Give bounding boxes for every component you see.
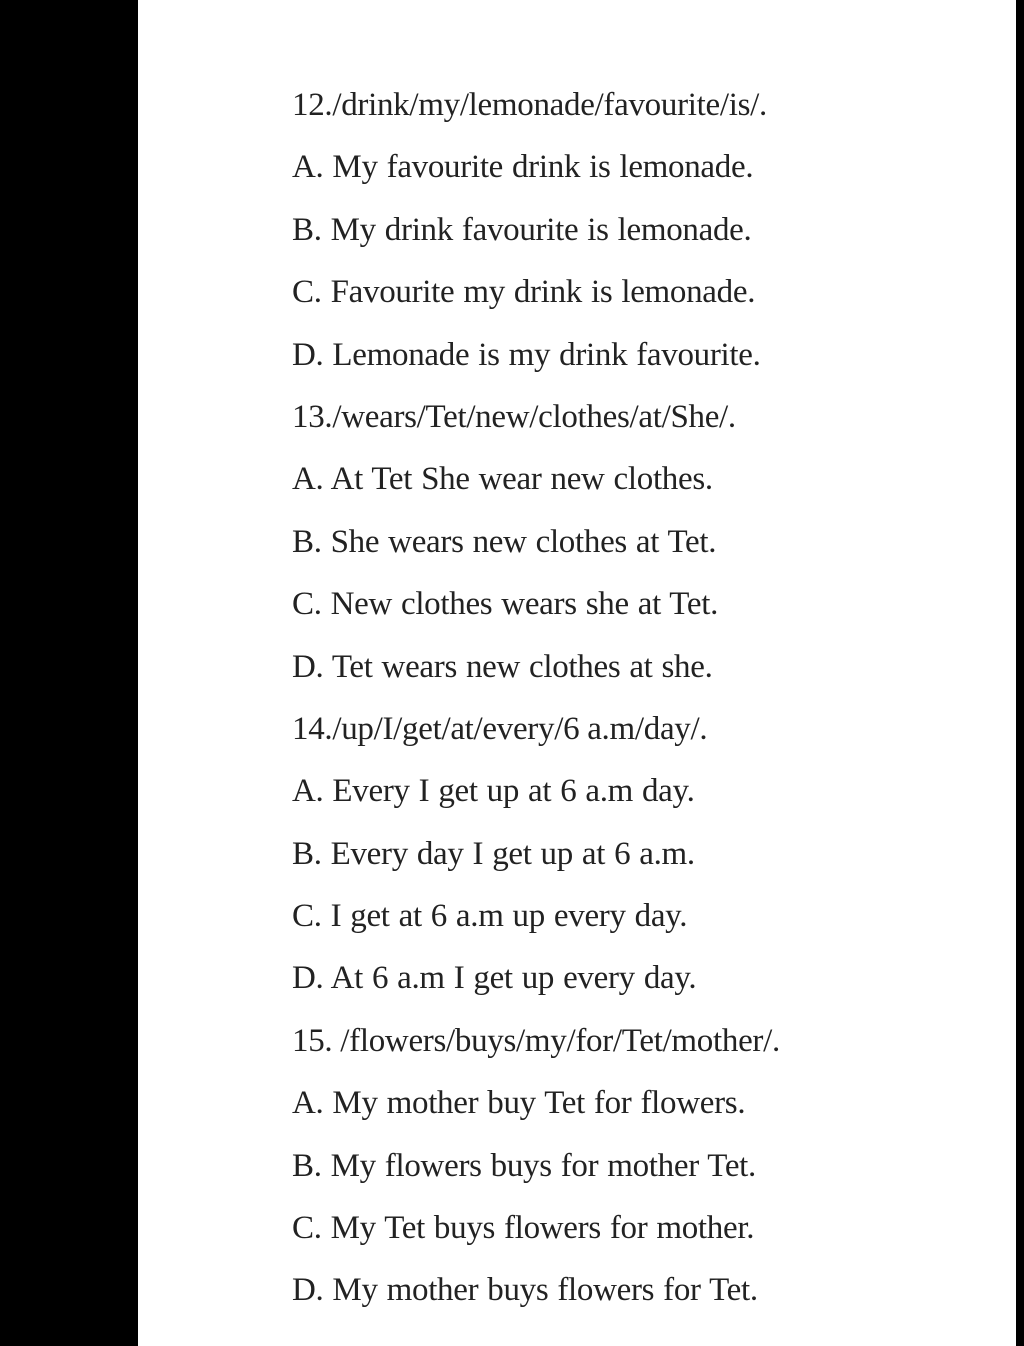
question-prompt: 15. /flowers/buys/my/for/Tet/mother/. [292, 1022, 780, 1059]
option-c: C. My Tet buys flowers for mother. [292, 1210, 755, 1247]
question-list [292, 83, 912, 1331]
option-d: D. At 6 a.m I get up every day. [292, 960, 697, 997]
option-b: B. My flowers buys for mother Tet. [292, 1147, 756, 1184]
option-a: A. Every I get up at 6 a.m day. [292, 773, 695, 810]
option-a: A. My favourite drink is lemonade. [292, 149, 754, 186]
question-14 [292, 707, 912, 1019]
option-b: B. My drink favourite is lemonade. [292, 211, 752, 248]
option-a: A. At Tet She wear new clothes. [292, 461, 713, 498]
option-b: B. Every day I get up at 6 a.m. [292, 835, 695, 872]
option-c: C. I get at 6 a.m up every day. [292, 898, 688, 935]
question-prompt: 12./drink/my/lemonade/favourite/is/. [292, 87, 767, 123]
option-d: D. My mother buys flowers for Tet. [292, 1272, 758, 1309]
option-c: C. Favourite my drink is lemonade. [292, 274, 756, 311]
option-a: A. My mother buy Tet for flowers. [292, 1085, 746, 1122]
option-d: D. Lemonade is my drink favourite. [292, 336, 761, 373]
question-prompt: 13./wears/Tet/new/clothes/at/She/. [292, 398, 736, 435]
option-d: D. Tet wears new clothes at she. [292, 648, 713, 685]
question-13 [292, 395, 912, 707]
option-c: C. New clothes wears she at Tet. [292, 586, 719, 623]
question-prompt: 14./up/I/get/at/every/6 a.m/day/. [292, 710, 708, 747]
option-b: B. She wears new clothes at Tet. [292, 523, 717, 560]
question-15 [292, 1019, 912, 1331]
question-12 [292, 83, 912, 395]
